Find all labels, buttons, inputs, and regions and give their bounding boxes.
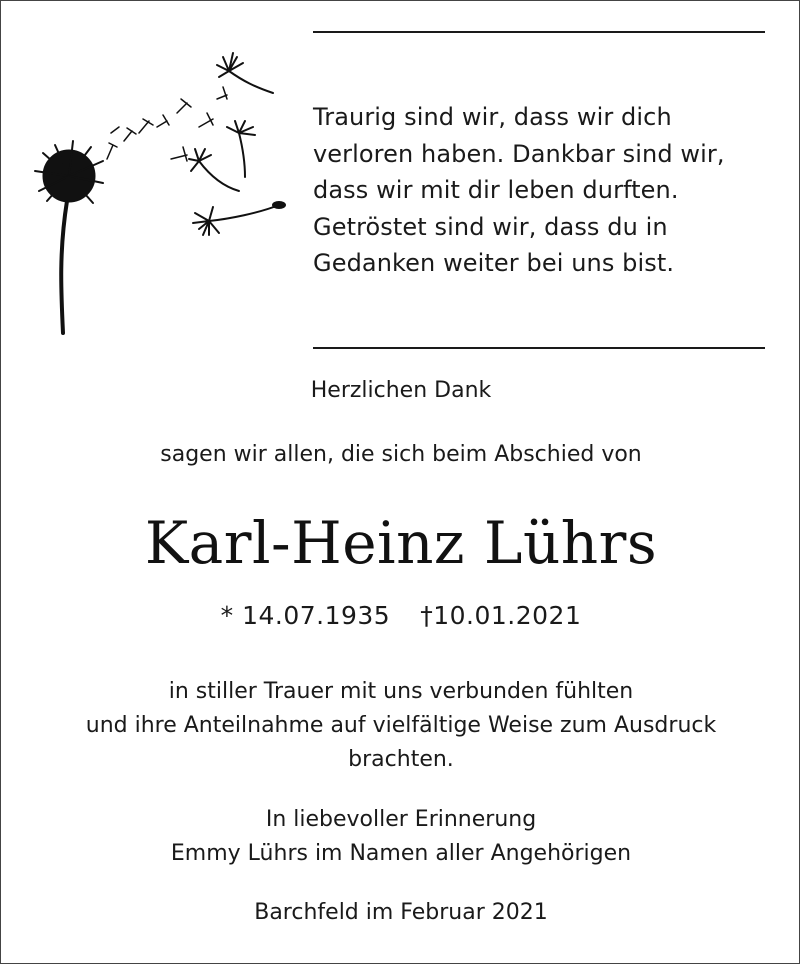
closing-line: In liebevoller Erinnerung	[265, 807, 537, 832]
life-dates	[1, 598, 800, 634]
greeting: Herzlichen Dank	[310, 378, 492, 403]
bottom-divider	[313, 347, 765, 349]
birth-date: * 14.07.1935	[220, 601, 391, 630]
message-line: und ihre Anteilnahme auf vielfältige Weise zum Ausdruck	[85, 713, 717, 738]
death-date: †10.01.2021	[420, 601, 582, 630]
message-line: in stiller Trauer mit uns verbunden fühlten	[168, 679, 634, 704]
poem-line: Gedanken weiter bei uns bist.	[313, 249, 675, 277]
closing	[1, 803, 800, 871]
place-date: Barchfeld im Februar 2021	[254, 900, 548, 925]
message-line: brachten.	[348, 747, 454, 772]
poem-line: dass wir mit dir leben durften.	[313, 176, 679, 204]
poem	[313, 99, 773, 282]
deceased-name: Karl-Heinz Lührs	[144, 509, 658, 577]
poem-line: Traurig sind wir, dass wir dich	[313, 103, 672, 131]
poem-line: Getröstet sind wir, dass du in	[313, 212, 668, 241]
poem-line: verloren haben. Dankbar sind wir,	[313, 139, 725, 168]
dandelion-icon	[29, 41, 299, 341]
message	[1, 675, 800, 777]
top-divider	[313, 31, 765, 33]
intro-text: sagen wir allen, die sich beim Abschied von	[160, 442, 642, 467]
signature-line: Emmy Lührs im Namen aller Angehörigen	[170, 841, 632, 866]
